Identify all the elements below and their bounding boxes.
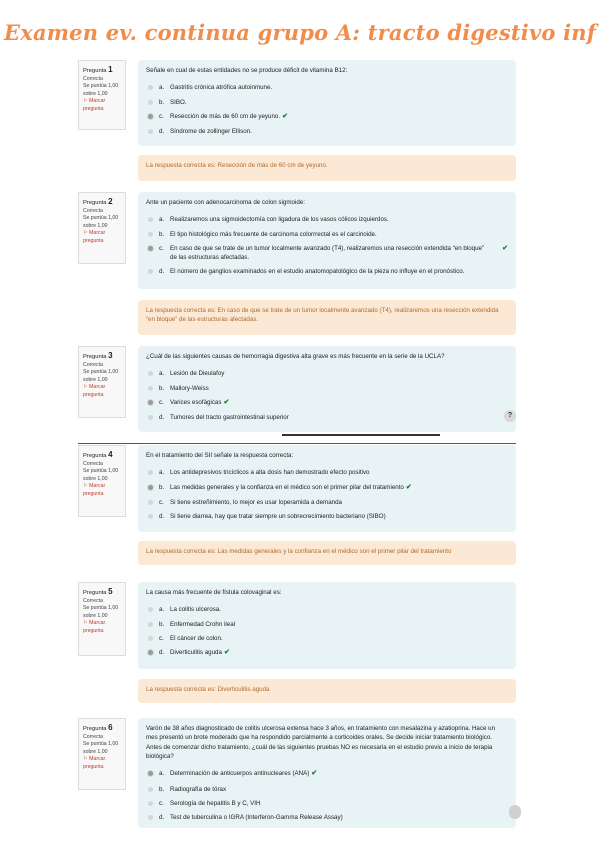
question-status: Correcta xyxy=(83,733,103,740)
option-a[interactable]: a. Realizaremos una sigmoidectomía con ligadura de los vasos cólicos izquierdos. xyxy=(148,215,508,224)
question-score: Se puntúa 1,00 sobre 1,00 xyxy=(83,369,119,383)
question-text: En el tratamiento del SII señale la respuesta correcta: xyxy=(146,452,294,459)
question-info xyxy=(78,582,126,656)
check-icon: ✔ xyxy=(311,770,318,778)
flag-icon: ⚐ xyxy=(83,620,88,627)
radio-button[interactable] xyxy=(148,371,153,376)
flag-question-button[interactable]: ⚐ Marcar pregunta xyxy=(83,756,106,770)
option-d[interactable]: d. Si tiene diarrea, hay que tratar siempre un sobrecrecimiento bacteriano (SIBO) xyxy=(148,512,508,521)
check-icon: ✔ xyxy=(502,244,508,252)
option-c[interactable]: c. Varices esofágicas ✔ xyxy=(148,398,508,409)
question-info xyxy=(78,346,126,418)
question-text: La causa más frecuente de fístula colovaginal es: xyxy=(146,589,282,596)
check-icon: ✔ xyxy=(282,112,288,120)
question-status: Correcta xyxy=(83,75,103,82)
option-c[interactable]: c. Resección de más de 60 cm de yeyuno. ✔ xyxy=(148,112,508,123)
question-content xyxy=(138,192,516,289)
option-d[interactable]: d. El número de ganglios examinados en el estudio anatomopatológico de la pieza no influye en el pronóstico. xyxy=(148,267,508,276)
question-score: Se puntúa 1,00 sobre 1,00 xyxy=(83,215,119,229)
question-content xyxy=(138,445,516,532)
flag-icon: ⚐ xyxy=(83,756,88,763)
option-c[interactable]: c. Serología de hepatitis B y C, VIH xyxy=(148,799,508,808)
option-a[interactable]: a. Determinación de anticuerpos antinucleares (ANA) ✔ xyxy=(148,769,508,780)
option-b[interactable]: b. Las medidas generales y la confianza en el médico son el primer pilar del tratamiento ✔ xyxy=(148,483,508,494)
radio-button[interactable] xyxy=(148,100,153,105)
radio-button[interactable] xyxy=(148,85,153,90)
question-status: Correcta xyxy=(83,207,103,214)
flag-question-button[interactable]: ⚐ Marcar pregunta xyxy=(83,384,106,398)
option-c[interactable]: c. Si tiene estreñimiento, lo mejor es usar loperamida a demanda xyxy=(148,498,508,507)
radio-button[interactable] xyxy=(148,415,153,420)
question-content xyxy=(138,60,516,146)
question-text: ¿Cuál de las siguientes causas de hemorragia digestiva alta grave es más frecuente en la serie de la UCLA? xyxy=(146,353,445,360)
scrollbar-thumb[interactable] xyxy=(509,805,521,819)
feedback-box: La respuesta correcta es: Diverticulitis aguda xyxy=(138,679,516,703)
flag-icon: ⚐ xyxy=(83,230,88,237)
question-status: Correcta xyxy=(83,460,103,467)
question-number: 5 xyxy=(108,587,113,596)
radio-button-selected[interactable] xyxy=(148,400,153,405)
flag-question-button[interactable]: ⚐ Marcar pregunta xyxy=(83,483,106,497)
option-d[interactable]: d. Tumores del tracto gastrointestinal superior xyxy=(148,413,508,422)
option-b[interactable]: b. Radiografía de tórax xyxy=(148,785,508,794)
help-icon[interactable]: ? xyxy=(504,410,516,422)
radio-button-selected[interactable] xyxy=(148,114,153,119)
radio-button[interactable] xyxy=(148,815,153,820)
radio-button-selected[interactable] xyxy=(148,246,153,251)
question-number: 3 xyxy=(108,351,113,360)
feedback-box: La respuesta correcta es: Resección de más de 60 cm de yeyuno. xyxy=(138,155,516,181)
option-d[interactable]: d. Diverticulitis aguda ✔ xyxy=(148,648,508,659)
option-b[interactable]: b. Mallory-Weiss xyxy=(148,384,508,393)
option-d[interactable]: d. Síndrome de zollinger Ellison. xyxy=(148,127,508,136)
flag-question-button[interactable]: ⚐ Marcar pregunta xyxy=(83,98,106,112)
option-c[interactable]: c. El cáncer de colon. xyxy=(148,634,508,643)
question-label: Pregunta xyxy=(83,726,107,732)
question-label: Pregunta xyxy=(83,590,107,596)
radio-button-selected[interactable] xyxy=(148,650,153,655)
radio-button[interactable] xyxy=(148,514,153,519)
question-status: Correcta xyxy=(83,361,103,368)
question-info xyxy=(78,445,126,517)
question-text: Varón de 38 años diagnosticado de colitis ulcerosa extensa hace 3 años, en tratamiento con mesalazina y azatioprina. Hace un mes presentó un brote moderado que ha respondido parcialmente a corticoides orales. Se decide iniciar tratamiento biológico. Antes de comenzar dicho tratamiento, ¿cuál de las siguientes pruebas NO es necesaria en el estudio previo a inicio de terapia biológica? xyxy=(146,725,496,760)
question-info xyxy=(78,192,126,264)
question-score: Se puntúa 1,00 sobre 1,00 xyxy=(83,83,119,97)
question-content xyxy=(138,582,516,669)
radio-button[interactable] xyxy=(148,232,153,237)
radio-button[interactable] xyxy=(148,801,153,806)
section-divider xyxy=(282,434,440,436)
feedback-box: La respuesta correcta es: En caso de que se trate de un tumor localmente avanzado (T4), realizaremos una resección extendida “en bloque” de las estructuras afectadas. xyxy=(138,300,516,335)
radio-button[interactable] xyxy=(148,129,153,134)
flag-question-button[interactable]: ⚐ Marcar pregunta xyxy=(83,620,106,634)
option-a[interactable]: a. La colitis ulcerosa. xyxy=(148,605,508,614)
option-b[interactable]: b. SIBO. xyxy=(148,98,508,107)
question-number: 1 xyxy=(108,65,113,74)
question-content xyxy=(138,346,516,432)
feedback-box: La respuesta correcta es: Las medidas generales y la confianza en el médico son el primer pilar del tratamiento xyxy=(138,541,516,565)
check-icon: ✔ xyxy=(223,649,230,657)
question-score: Se puntúa 1,00 sobre 1,00 xyxy=(83,605,119,619)
radio-button[interactable] xyxy=(148,636,153,641)
radio-button-selected[interactable] xyxy=(148,771,153,776)
question-number: 2 xyxy=(108,197,113,206)
question-score: Se puntúa 1,00 sobre 1,00 xyxy=(83,468,119,482)
radio-button[interactable] xyxy=(148,787,153,792)
radio-button[interactable] xyxy=(148,500,153,505)
option-d[interactable]: d. Test de tuberculina o IGRA (Interferon-Gamma Release Assay) xyxy=(148,813,508,822)
flag-question-button[interactable]: ⚐ Marcar pregunta xyxy=(83,230,106,244)
option-a[interactable]: a. Gastritis crónica atrófica autoinmune. xyxy=(148,83,508,92)
page-title: Examen ev. continua grupo A: tracto digestivo inf xyxy=(4,20,596,45)
option-a[interactable]: a. Los antidepresivos tricíclicos a alta dosis han demostrado efecto positivo xyxy=(148,468,508,477)
radio-button-selected[interactable] xyxy=(148,485,153,490)
question-text: Ante un paciente con adenocarcinoma de colon sigmoide: xyxy=(146,199,305,206)
question-label: Pregunta xyxy=(83,354,107,360)
option-c[interactable]: c. En caso de que se trate de un tumor localmente avanzado (T4), realizaremos una resección extendida “en bloque” de las estructuras afectadas. ✔ xyxy=(148,244,508,263)
check-icon: ✔ xyxy=(405,483,412,491)
question-label: Pregunta xyxy=(83,68,107,74)
question-number: 6 xyxy=(108,723,113,732)
radio-button[interactable] xyxy=(148,217,153,222)
radio-button[interactable] xyxy=(148,386,153,391)
radio-button[interactable] xyxy=(148,470,153,475)
radio-button[interactable] xyxy=(148,622,153,627)
option-b[interactable]: b. Enfermedad Crohn ileal xyxy=(148,620,508,629)
radio-button[interactable] xyxy=(148,269,153,274)
question-text: Señale en cual de estas entidades no se produce déficit de vitamina B12: xyxy=(146,67,348,74)
flag-icon: ⚐ xyxy=(83,384,88,391)
question-score: Se puntúa 1,00 sobre 1,00 xyxy=(83,741,119,755)
flag-icon: ⚐ xyxy=(83,483,88,490)
option-b[interactable]: b. El tipo histológico más frecuente de carcinoma colorrrectal es el carcinoide. xyxy=(148,230,508,239)
question-content xyxy=(138,718,516,828)
option-a[interactable]: a. Lesión de Dieulafoy xyxy=(148,369,508,378)
question-info xyxy=(78,718,126,790)
radio-button[interactable] xyxy=(148,607,153,612)
question-info xyxy=(78,60,126,130)
question-status: Correcta xyxy=(83,597,103,604)
question-label: Pregunta xyxy=(83,453,107,459)
section-divider xyxy=(78,443,516,444)
flag-icon: ⚐ xyxy=(83,98,88,105)
question-number: 4 xyxy=(108,450,113,459)
check-icon: ✔ xyxy=(223,398,230,406)
question-label: Pregunta xyxy=(83,200,107,206)
